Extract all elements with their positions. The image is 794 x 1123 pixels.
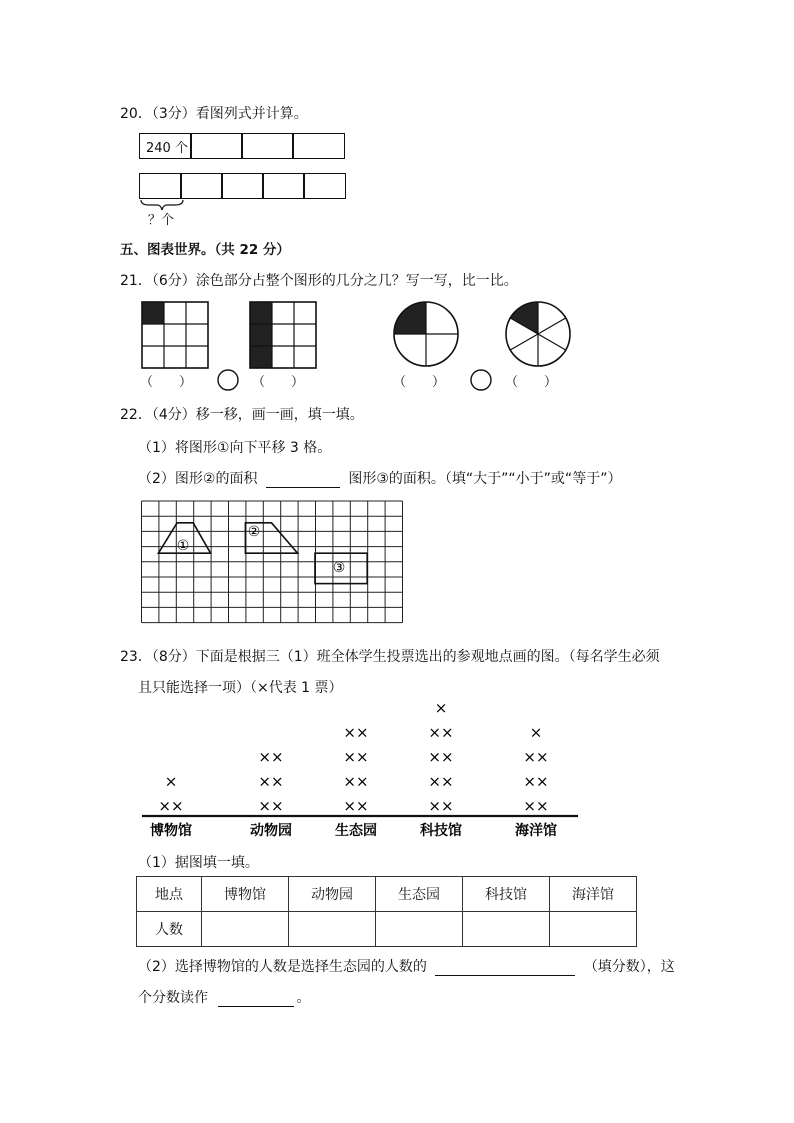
q22-title: 22．（4分）移一移，画一画，填一填。 [120,407,364,423]
q23-vote-table [136,876,637,947]
section-title: 五、图表世界。（共 22 分） [120,242,290,258]
vote-mark: ×× [343,748,369,766]
q23-table-row-places [137,877,637,912]
q20-bottom-cell [139,173,182,199]
q21-answer-3[interactable]: （ ） [393,375,446,390]
q22-answer-blank[interactable] [266,473,340,488]
q23-table-place: 博物馆 [202,877,289,912]
q20-bottom-cell [262,173,305,199]
q23-sub2-after: （填分数），这 [583,959,675,975]
q21-grid-2 [250,302,316,368]
q23-table-place: 动物园 [289,877,376,912]
q20-bottom-cell [303,173,346,199]
q22-grid [141,500,405,628]
vote-mark: ×× [523,748,549,766]
q20-top-cell-labeled [139,133,192,159]
category-label: 生态园 [335,823,377,839]
category-label: 博物馆 [150,823,192,839]
q20-top-cell [190,133,243,159]
q23-read-blank[interactable] [218,992,294,1007]
vote-mark: ×× [258,797,284,815]
q23-table-place: 科技馆 [463,877,550,912]
q23-sub2-end: 。 [296,990,311,1006]
q20-top-cell [241,133,294,159]
q23-sub2-before: （2）选择博物馆的人数是选择生态园的人数的 [138,959,427,975]
q23-table-row-counts [137,912,637,947]
q23-table-place: 生态园 [376,877,463,912]
q21-circle-sixths [506,302,570,366]
q23-count-input[interactable] [202,912,289,947]
category-label: 动物园 [250,823,292,839]
q23-count-input[interactable] [376,912,463,947]
vote-mark: ×× [523,772,549,791]
q23-table-place: 海洋馆 [550,877,637,912]
vote-mark: ×× [523,797,549,815]
q23-sub2-read: 个分数读作 [138,990,208,1006]
q23-sub1: （1）据图填一填。 [138,855,259,871]
q22-sub2-before: （2）图形②的面积 [138,471,258,487]
q20-bottom-label: ？个 [148,213,175,228]
q21-compare-circle-2[interactable] [471,370,491,390]
vote-mark: × [434,699,448,717]
q21-answer-1[interactable]: （ ） [140,375,193,390]
q21-answer-2[interactable]: （ ） [252,375,305,390]
q21-circle-quarters [394,302,458,366]
q22-sub2-after: 图形③的面积。（填“大于”“小于”或“等于”） [348,471,622,487]
q23-count-input[interactable] [289,912,376,947]
vote-mark: ×× [258,772,284,791]
vote-mark: ×× [428,723,454,742]
q22-shape-1-label: ① [176,538,190,554]
q21-grid-1 [142,302,208,368]
vote-mark: ×× [343,723,369,742]
vote-mark: ×× [343,797,369,815]
vote-mark: ×× [158,797,184,815]
vote-mark: ×× [428,797,454,815]
q23-title-line2: 且只能选择一项）（×代表 1 票） [138,680,343,696]
q20-top-label: 240 个 [146,141,188,156]
q23-pictograph [138,698,582,842]
q22-shape-3-label: ③ [332,560,346,576]
vote-mark: ×× [428,748,454,766]
category-label: 科技馆 [420,823,462,839]
q20-bottom-cell [221,173,264,199]
q22-shape-2-label: ② [247,524,261,540]
q23-table-header-count: 人数 [137,912,202,947]
q22-sub1: （1）将图形①向下平移 3 格。 [138,440,332,456]
q23-sub2-line2 [138,987,310,1007]
q21-answer-4[interactable]: （ ） [505,375,558,390]
category-label: 海洋馆 [515,823,557,839]
q21-compare-circle-1[interactable] [218,370,238,390]
q23-sub2-line1 [138,956,675,976]
vote-mark: × [529,723,543,742]
q21-title: 21．（6分）涂色部分占整个图形的几分之几？写一写，比一比。 [120,273,518,289]
vote-mark: × [164,772,178,791]
vote-mark: ×× [343,772,369,791]
q23-title-line1: 23．（8分）下面是根据三（1）班全体学生投票选出的参观地点画的图。（每名学生必须 [120,649,660,665]
q23-count-input[interactable] [550,912,637,947]
q23-fraction-blank[interactable] [435,961,575,976]
vote-mark: ×× [428,772,454,791]
vote-mark: ×× [258,748,284,766]
q20-bottom-cell [180,173,223,199]
q20-title: 20．（3分）看图列式并计算。 [120,106,308,122]
q20-top-cell [292,133,345,159]
q22-sub2 [138,468,621,488]
q23-count-input[interactable] [463,912,550,947]
q23-table-header-place: 地点 [137,877,202,912]
